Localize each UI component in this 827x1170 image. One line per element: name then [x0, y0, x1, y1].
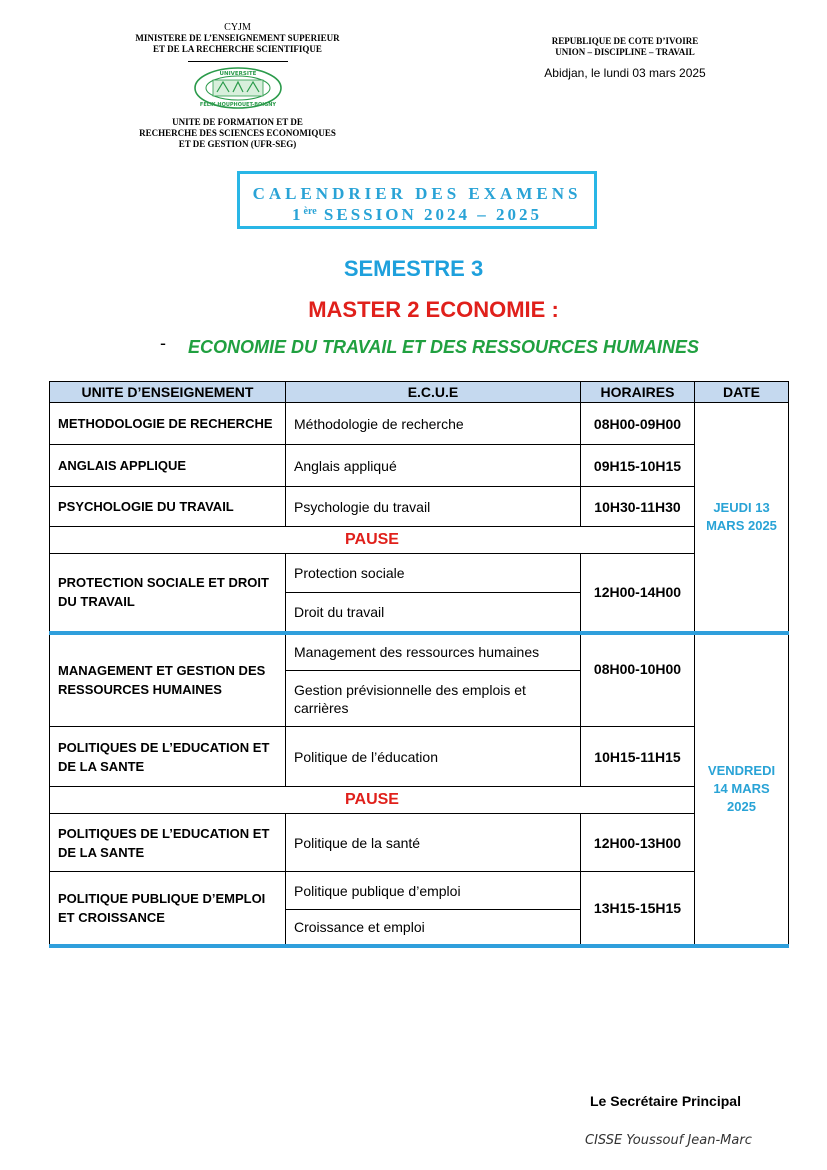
- pause-row: [50, 527, 789, 554]
- pause-label: PAUSE: [50, 787, 695, 814]
- ecue-cell: Psychologie du travail: [286, 487, 581, 527]
- ecue-cell: Gestion prévisionnelle des emplois et carrières: [286, 671, 581, 727]
- header-left-block: [105, 22, 370, 150]
- ufr-line1: UNITE DE FORMATION ET DE: [172, 117, 303, 127]
- table-row: [50, 727, 789, 787]
- pause-row: [50, 787, 789, 814]
- table-row: [50, 403, 789, 445]
- title-line2: [240, 205, 594, 225]
- header-divider: [188, 61, 288, 62]
- option-dash: -: [160, 333, 166, 353]
- ue-cell: POLITIQUES DE L’EDUCATION ET DE LA SANTE: [50, 814, 286, 872]
- ecue-cell: Anglais appliqué: [286, 445, 581, 487]
- date-cell-day2: VENDREDI 14 MARS 2025: [695, 633, 789, 946]
- ue-cell: MANAGEMENT ET GESTION DES RESSOURCES HUMAINES: [50, 633, 286, 727]
- signature-title: Le Secrétaire Principal: [590, 1093, 741, 1109]
- ecue-cell: Méthodologie de recherche: [286, 403, 581, 445]
- session-number: 1: [292, 205, 304, 224]
- ministry-line1: MINISTERE DE L’ENSEIGNEMENT SUPERIEUR: [135, 33, 340, 43]
- table-row: [50, 554, 789, 593]
- horaire-cell: 10H15-11H15: [581, 727, 695, 787]
- ue-cell: POLITIQUE PUBLIQUE D’EMPLOI ET CROISSANCE: [50, 872, 286, 946]
- horaire-cell: 13H15-15H15: [581, 872, 695, 946]
- document-date: Abidjan, le lundi 03 mars 2025: [544, 66, 706, 80]
- header-ecue: E.C.U.E: [286, 382, 581, 403]
- horaire-cell: 08H00-10H00: [581, 633, 695, 727]
- option-heading: ECONOMIE DU TRAVAIL ET DES RESSOURCES HUMAINES: [188, 337, 700, 357]
- ecue-cell: Politique publique d’emploi: [286, 872, 581, 910]
- header-right-block: [520, 36, 730, 58]
- university-logo: [193, 66, 283, 110]
- horaire-cell: 12H00-14H00: [581, 554, 695, 633]
- session-rest: SESSION 2024 – 2025: [316, 205, 542, 224]
- ue-cell: POLITIQUES DE L’EDUCATION ET DE LA SANTE: [50, 727, 286, 787]
- semestre-heading: SEMESTRE 3: [343, 256, 484, 281]
- header-date: DATE: [695, 382, 789, 403]
- ue-cell: METHODOLOGIE DE RECHERCHE: [50, 403, 286, 445]
- cyjm-label: CYJM: [224, 22, 251, 33]
- header-ue: UNITE D’ENSEIGNEMENT: [50, 382, 286, 403]
- ecue-cell: Management des ressources humaines: [286, 633, 581, 671]
- ministry-line2: ET DE LA RECHERCHE SCIENTIFIQUE: [153, 44, 322, 54]
- ue-cell: ANGLAIS APPLIQUE: [50, 445, 286, 487]
- ecue-cell: Protection sociale: [286, 554, 581, 593]
- ecue-cell: Croissance et emploi: [286, 910, 581, 946]
- horaire-cell: 08H00-09H00: [581, 403, 695, 445]
- title-line1: CALENDRIER DES EXAMENS: [252, 184, 582, 203]
- table-row: [50, 814, 789, 872]
- ufr-line2: RECHERCHE DES SCIENCES ECONOMIQUES: [139, 128, 336, 138]
- logo-bottom-text: FELIX HOUPHOUET-BOIGNY: [199, 102, 276, 108]
- ecue-cell: Droit du travail: [286, 593, 581, 633]
- table-row: [50, 487, 789, 527]
- exam-calendar-table: [49, 381, 789, 948]
- motto-label: UNION – DISCIPLINE – TRAVAIL: [555, 47, 695, 57]
- table-row: [50, 633, 789, 671]
- date-cell-day1: JEUDI 13 MARS 2025: [695, 403, 789, 633]
- horaire-cell: 12H00-13H00: [581, 814, 695, 872]
- logo-top-text: UNIVERSITE: [219, 71, 256, 77]
- horaire-cell: 09H15-10H15: [581, 445, 695, 487]
- header-horaires: HORAIRES: [581, 382, 695, 403]
- ecue-cell: Politique de la santé: [286, 814, 581, 872]
- table-row: [50, 872, 789, 910]
- ue-cell: PSYCHOLOGIE DU TRAVAIL: [50, 487, 286, 527]
- session-sup: ère: [303, 206, 317, 217]
- master-heading: MASTER 2 ECONOMIE :: [308, 297, 559, 322]
- republic-label: REPUBLIQUE DE COTE D’IVOIRE: [551, 36, 699, 46]
- ue-cell: PROTECTION SOCIALE ET DROIT DU TRAVAIL: [50, 554, 286, 633]
- signature-name: CISSE Youssouf Jean-Marc: [585, 1133, 752, 1148]
- pause-label: PAUSE: [50, 527, 695, 554]
- ecue-cell: Politique de l’éducation: [286, 727, 581, 787]
- ufr-line3: ET DE GESTION (UFR-SEG): [178, 139, 297, 149]
- horaire-cell: 10H30-11H30: [581, 487, 695, 527]
- title-box: [237, 171, 597, 229]
- table-header-row: [50, 382, 789, 403]
- table-row: [50, 445, 789, 487]
